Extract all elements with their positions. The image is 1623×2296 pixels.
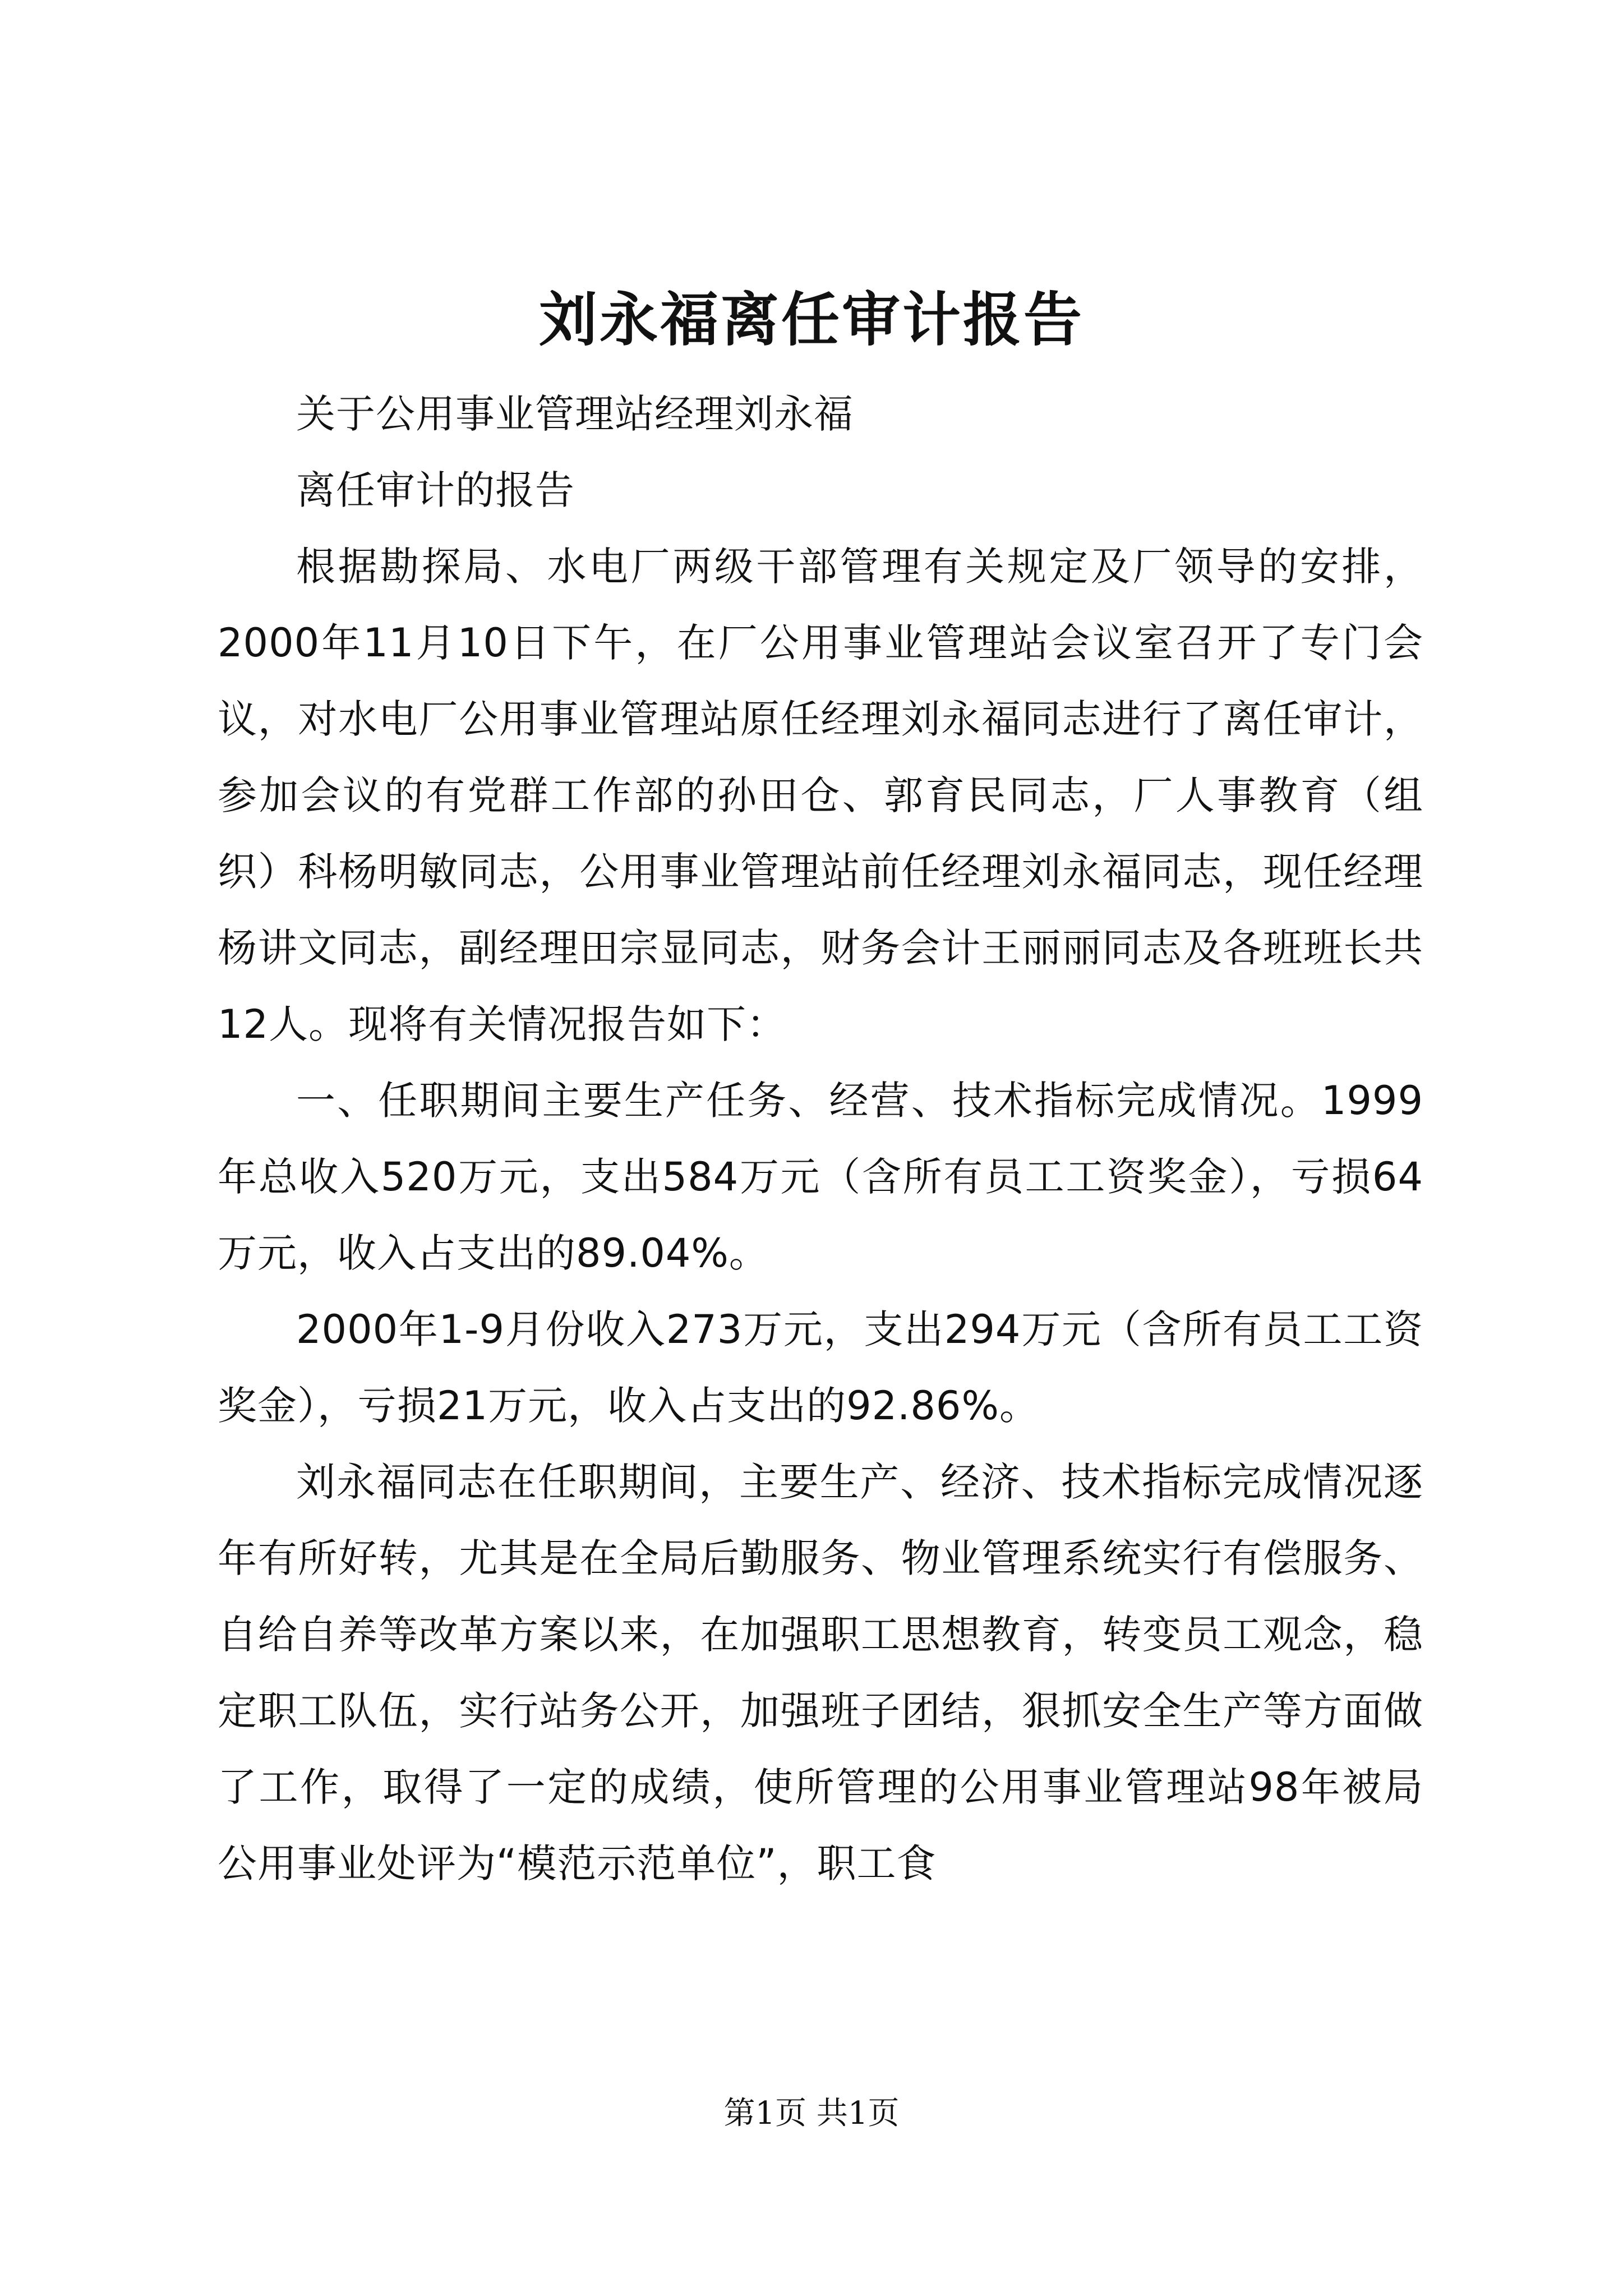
body-paragraph-performance: [218, 1444, 1423, 1902]
paragraph: 关于公用事业管理站经理刘永福: [296, 391, 854, 437]
paragraph: 离任审计的报告: [296, 467, 575, 513]
body-paragraph-1999: [218, 1062, 1423, 1291]
paragraph: 2000年1-9月份收入273万元，支出294万元（含所有员工工资奖金），亏损21万元，收入占支出的92.86%。: [218, 1306, 1423, 1429]
document-title: 刘永福离任审计报告: [538, 285, 1084, 354]
body-paragraph-2000: [218, 1291, 1423, 1444]
paragraph: 根据勘探局、水电厂两级干部管理有关规定及厂领导的安排，2000年11月10日下午，在厂公用事业管理站会议室召开了专门会议，对水电厂公用事业管理站原任经理刘永福同志进行了离任审计，参加会议的有党群工作部的孙田仓、郭育民同志，厂人事教育（组织）科杨明敏同志，公用事业管理站前任经理刘永福同志，现任经理杨讲文同志，副经理田宗显同志，财务会计王丽丽同志及各班班长共12人。现将有关情况报告如下：: [218, 544, 1423, 1047]
paragraph: 刘永福同志在任职期间，主要生产、经济、技术指标完成情况逐年有所好转，尤其是在全局后勤服务、物业管理系统实行有偿服务、自给自养等改革方案以来，在加强职工思想教育，转变员工观念，稳定职工队伍，实行站务公开，加强班子团结，狠抓安全生产等方面做了工作，取得了一定的成绩，使所管理的公用事业管理站98年被局公用事业处评为“模范示范单位”，职工食: [218, 1459, 1423, 1887]
paragraph: 一、任职期间主要生产任务、经营、技术指标完成情况。1999年总收入520万元，支出584万元（含所有员工工资奖金），亏损64万元，收入占支出的89.04%。: [218, 1078, 1423, 1276]
body-paragraph-intro: [218, 528, 1423, 1062]
subtitle-line-1: [218, 376, 1423, 452]
page-footer: 第1页 共1页: [723, 2095, 900, 2132]
subtitle-line-2: [218, 452, 1423, 528]
